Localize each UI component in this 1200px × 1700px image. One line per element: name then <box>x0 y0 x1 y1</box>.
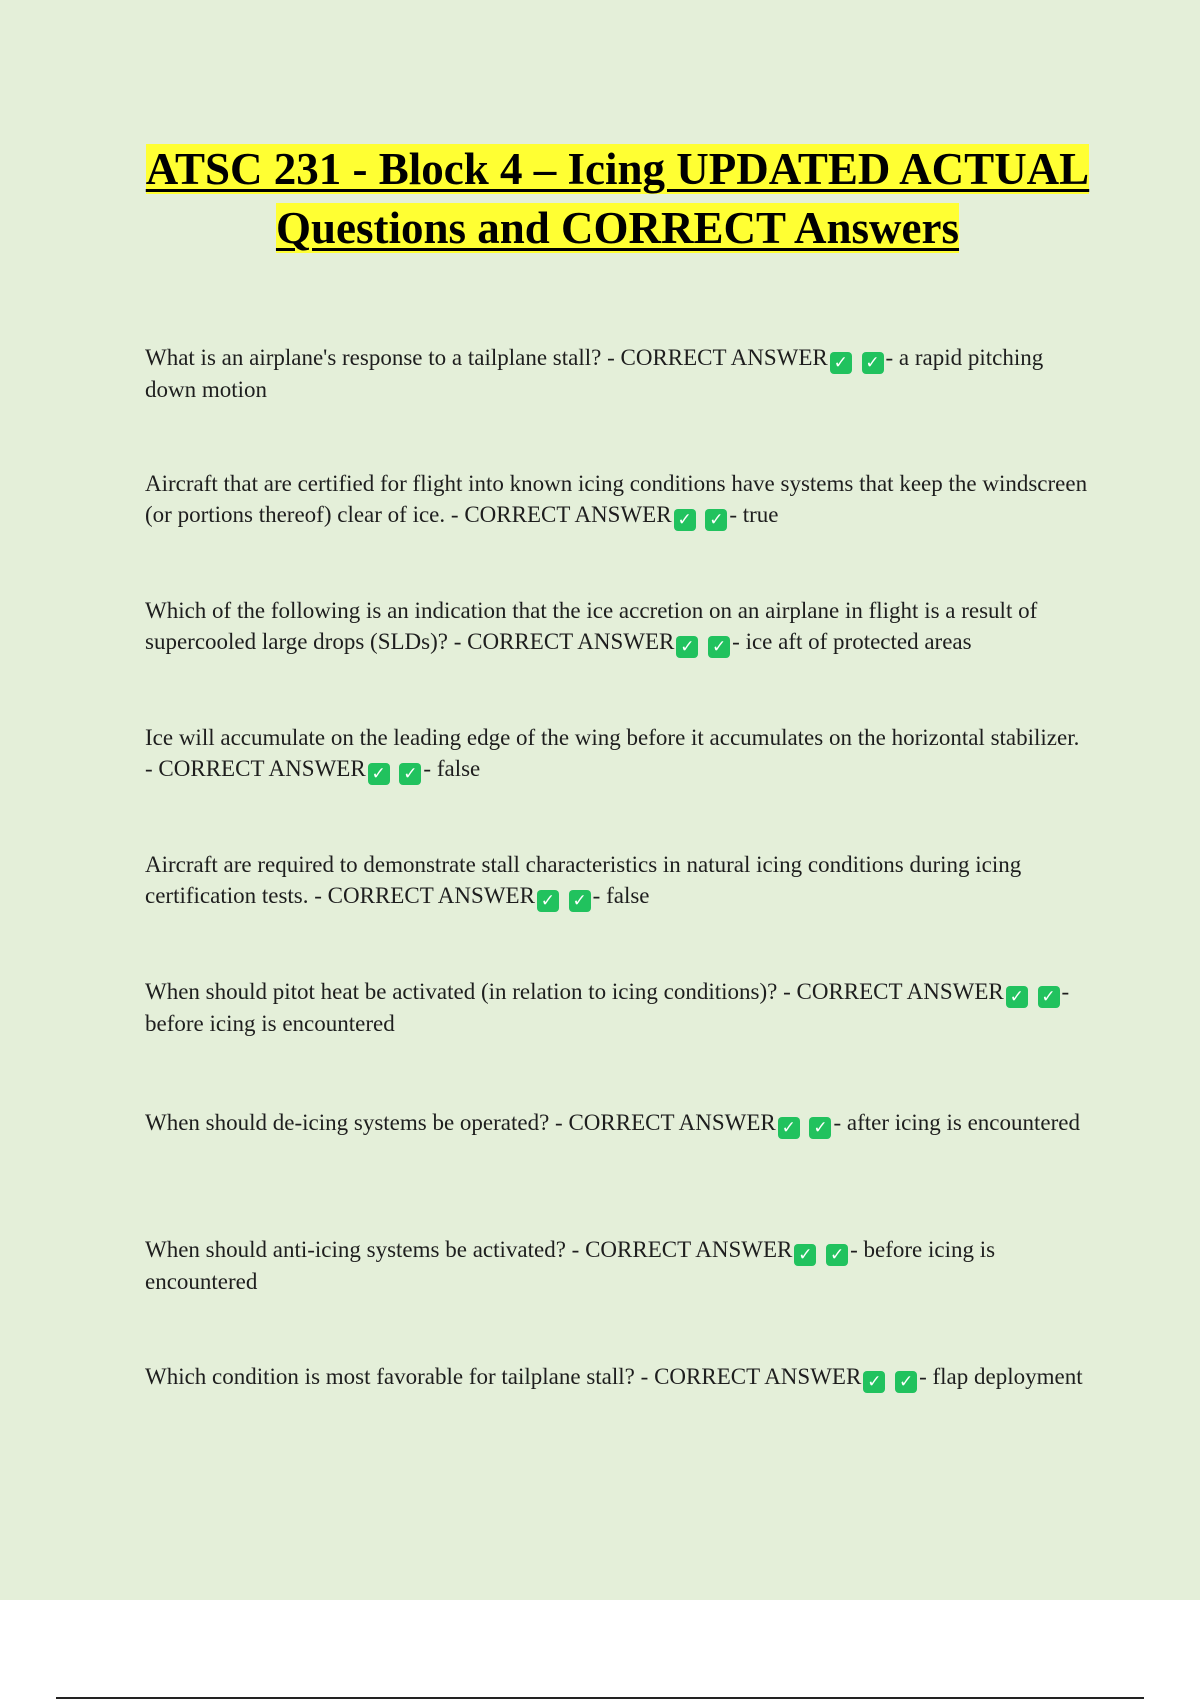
question-text: Aircraft that are certified for flight into known icing conditions have systems that keep the windscreen (or portions thereof) clear of ice. <box>145 471 1088 527</box>
qa-item-4: Ice will accumulate on the leading edge of the wing before it accumulates on the horizontal stabilizer. - CORRECT ANSWER ✓ ✓ - false <box>145 725 1080 784</box>
answer-text: before icing is encountered <box>145 1011 395 1036</box>
qa-item-2: Aircraft that are certified for flight into known icing conditions have systems that keep the windscreen (or portions thereof) clear of ice. - CORRECT ANSWER ✓ ✓ - true <box>145 471 1088 530</box>
answer-marker: CORRECT ANSWER <box>327 883 535 908</box>
check-icon: ✓ <box>708 636 730 658</box>
check-icon: ✓ <box>1038 986 1060 1008</box>
qa-item-9: Which condition is most favorable for tailplane stall? - CORRECT ANSWER ✓ ✓ - flap deployment <box>145 1364 1083 1392</box>
answer-text: flap deployment <box>932 1364 1083 1389</box>
answer-marker: CORRECT ANSWER <box>585 1237 793 1262</box>
check-icon: ✓ <box>778 1117 800 1139</box>
check-icon: ✓ <box>705 509 727 531</box>
check-icon: ✓ <box>826 1244 848 1266</box>
check-icon: ✓ <box>676 636 698 658</box>
footer-divider <box>56 1697 1144 1699</box>
check-icon: ✓ <box>830 352 852 374</box>
question-text: What is an airplane's response to a tailplane stall? <box>145 345 602 370</box>
answer-text: false <box>436 756 481 781</box>
check-icon: ✓ <box>809 1117 831 1139</box>
check-icon: ✓ <box>674 509 696 531</box>
qa-item-8: When should anti-icing systems be activated? - CORRECT ANSWER ✓ ✓ - before icing is encountered <box>145 1237 996 1294</box>
question-text: When should de-icing systems be operated? <box>145 1110 550 1135</box>
answer-marker: CORRECT ANSWER <box>464 502 672 527</box>
qa-item-1: What is an airplane's response to a tailplane stall? - CORRECT ANSWER ✓ ✓ - a rapid pitching down motion <box>145 345 1044 402</box>
qa-item-7: When should de-icing systems be operated? - CORRECT ANSWER ✓ ✓ - after icing is encountered <box>145 1110 1080 1138</box>
check-icon: ✓ <box>863 1371 885 1393</box>
answer-text: false <box>606 883 650 908</box>
answer-text: ice aft of protected areas <box>745 629 972 654</box>
answer-text: a rapid pitching down motion <box>145 345 1044 402</box>
check-icon: ✓ <box>399 763 421 785</box>
qa-item-5: Aircraft are required to demonstrate stall characteristics in natural icing conditions during icing certification tests. - CORRECT ANSWER ✓ ✓ - false <box>145 852 1022 911</box>
question-text: When should anti-icing systems be activated? <box>145 1237 566 1262</box>
question-text: When should pitot heat be activated (in relation to icing conditions)? <box>145 979 778 1004</box>
question-text: Ice will accumulate on the leading edge of the wing before it accumulates on the horizontal stabilizer. <box>145 725 1080 750</box>
check-icon: ✓ <box>569 890 591 912</box>
answer-marker: CORRECT ANSWER <box>158 756 366 781</box>
answer-marker: CORRECT ANSWER <box>620 345 828 370</box>
document-title <box>145 140 1090 258</box>
check-icon: ✓ <box>1006 986 1028 1008</box>
answer-marker: CORRECT ANSWER <box>568 1110 776 1135</box>
answer-text: true <box>742 502 779 527</box>
answer-text: before icing is encountered <box>145 1237 996 1294</box>
answer-text: after icing is encountered <box>846 1110 1080 1135</box>
answer-marker: CORRECT ANSWER <box>796 979 1004 1004</box>
question-text: Which of the following is an indication that the ice accretion on an airplane in flight is a result of supercooled large drops (SLDs)? <box>145 598 1038 654</box>
answer-marker: CORRECT ANSWER <box>654 1364 862 1389</box>
check-icon: ✓ <box>368 763 390 785</box>
document-title-text: ATSC 231 - Block 4 – Icing UPDATED ACTUAL Questions and CORRECT Answers <box>145 144 1090 253</box>
qa-item-3: Which of the following is an indication that the ice accretion on an airplane in flight is a result of supercooled large drops (SLDs)? - CORRECT ANSWER ✓ ✓ - ice aft of protected areas <box>145 598 1038 657</box>
check-icon: ✓ <box>895 1371 917 1393</box>
question-text: Aircraft are required to demonstrate stall characteristics in natural icing conditions during icing certification tests. <box>145 852 1022 908</box>
check-icon: ✓ <box>537 890 559 912</box>
answer-marker: CORRECT ANSWER <box>467 629 675 654</box>
qa-item-6: When should pitot heat be activated (in relation to icing conditions)? - CORRECT ANSWER ✓ ✓ - before icing is encountered <box>145 979 1070 1036</box>
check-icon: ✓ <box>794 1244 816 1266</box>
question-text: Which condition is most favorable for tailplane stall? <box>145 1364 635 1389</box>
check-icon: ✓ <box>862 352 884 374</box>
